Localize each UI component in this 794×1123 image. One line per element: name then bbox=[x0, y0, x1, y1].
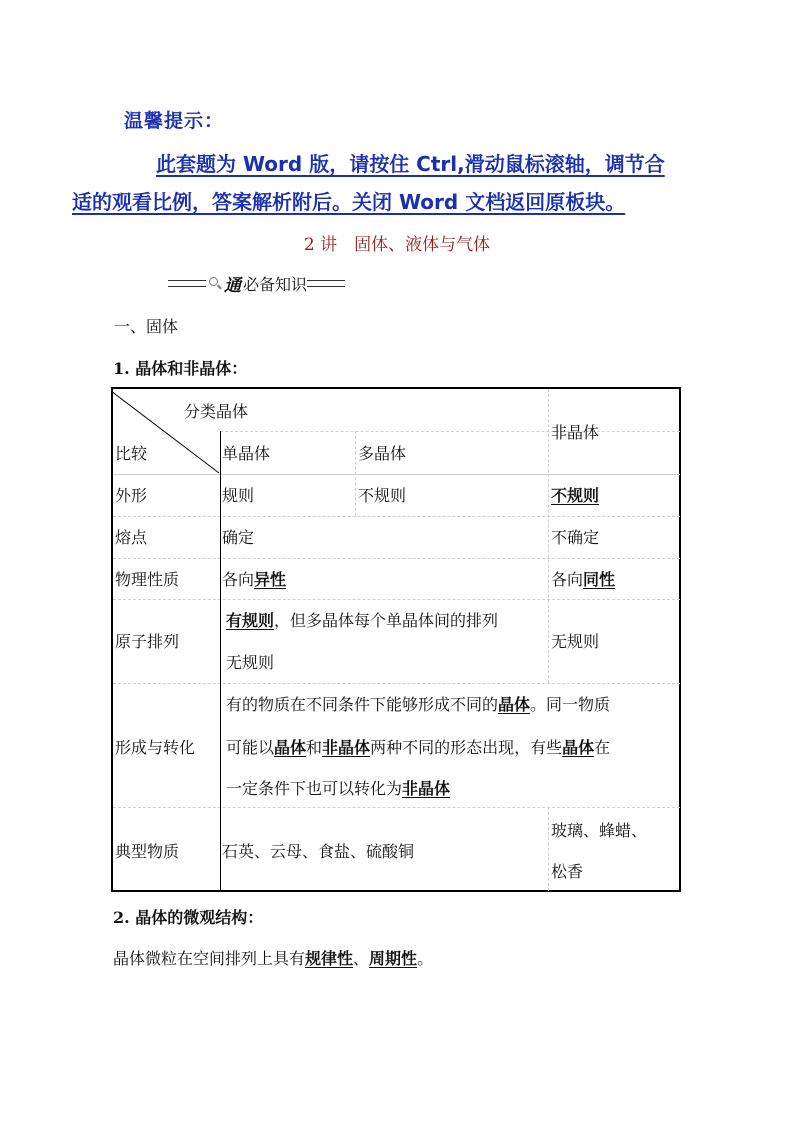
section-seal: 通 bbox=[224, 275, 241, 296]
physical-crystal-key: 异性 bbox=[254, 570, 287, 589]
cell-shape-single: 规则 bbox=[222, 486, 255, 505]
chapter-title: 2 讲 固体、液体与气体 bbox=[303, 235, 491, 255]
formation-line-2 bbox=[226, 737, 610, 758]
row-label-shape: 外形 bbox=[115, 486, 148, 505]
para-key-2: 周期性 bbox=[369, 949, 418, 968]
corner-top-label: 分类晶体 bbox=[184, 402, 249, 421]
col-amorphous: 非晶体 bbox=[551, 423, 600, 442]
atoms-key: 有规则 bbox=[226, 611, 275, 630]
notice-body bbox=[72, 145, 692, 221]
grid-line bbox=[548, 389, 549, 683]
formation-text: 在 bbox=[594, 738, 611, 757]
grid-line bbox=[220, 431, 221, 891]
grid-line bbox=[355, 431, 356, 516]
formation-text: 一定条件下也可以转化为 bbox=[226, 779, 403, 798]
heading-microstructure: 2. 晶体的微观结构： bbox=[113, 908, 264, 927]
row-label-melting: 熔点 bbox=[115, 528, 148, 547]
para-prefix: 晶体微粒在空间排列上具有 bbox=[113, 949, 306, 968]
formation-key: 晶体 bbox=[562, 738, 595, 757]
cell-physical-crystal bbox=[222, 569, 286, 590]
row-label-physical: 物理性质 bbox=[115, 570, 180, 589]
notice-line-2: 适的观看比例，答案解析附后。关闭 Word 文档返回原板块。 bbox=[72, 190, 626, 214]
corner-bottom-label: 比较 bbox=[115, 444, 148, 463]
formation-key: 非晶体 bbox=[402, 779, 451, 798]
heading-solid: 一、固体 bbox=[114, 317, 179, 336]
section-banner bbox=[168, 270, 345, 296]
formation-key: 晶体 bbox=[498, 695, 531, 714]
formation-key: 晶体 bbox=[274, 738, 307, 757]
magnifier-icon bbox=[208, 276, 222, 290]
cell-typical-crystal: 石英、云母、食盐、硫酸铜 bbox=[222, 842, 415, 861]
physical-crystal-prefix: 各向 bbox=[222, 570, 255, 589]
grid-line bbox=[220, 431, 680, 432]
cell-physical-amorphous bbox=[551, 569, 615, 590]
heading-crystal: 1. 晶体和非晶体： bbox=[113, 359, 248, 378]
cell-shape-poly: 不规则 bbox=[358, 486, 407, 505]
row-label-typical: 典型物质 bbox=[115, 842, 180, 861]
formation-text: 有的物质在不同条件下能够形成不同的 bbox=[226, 695, 499, 714]
para-end: 。 bbox=[417, 949, 434, 968]
formation-key: 非晶体 bbox=[322, 738, 371, 757]
para-sep: 、 bbox=[353, 949, 370, 968]
physical-amorphous-prefix: 各向 bbox=[551, 570, 584, 589]
physical-amorphous-key: 同性 bbox=[583, 570, 616, 589]
atoms-rest-2: 无规则 bbox=[226, 653, 275, 672]
col-poly-crystal: 多晶体 bbox=[358, 444, 407, 463]
cell-typical-amorphous-2: 松香 bbox=[551, 862, 584, 881]
atoms-rest-1: ，但多晶体每个单晶体间的排列 bbox=[274, 611, 499, 630]
grid-line bbox=[113, 807, 680, 808]
grid-line bbox=[113, 558, 680, 559]
grid-line bbox=[113, 599, 680, 600]
cell-melting-amorphous: 不确定 bbox=[551, 528, 600, 547]
cell-typical-amorphous-1: 玻璃、蜂蜡、 bbox=[551, 821, 648, 840]
cell-atoms-crystal bbox=[226, 611, 544, 631]
formation-line-1 bbox=[226, 694, 610, 715]
row-label-atoms: 原子排列 bbox=[115, 632, 180, 651]
formation-text: 和 bbox=[306, 738, 323, 757]
double-rule-left bbox=[168, 280, 206, 287]
notice-line-1: 此套题为 Word 版，请按住 Ctrl,滑动鼠标滚轴，调节合 bbox=[156, 152, 665, 176]
grid-line bbox=[548, 807, 549, 891]
formation-text: 。同一物质 bbox=[530, 695, 611, 714]
grid-line bbox=[113, 516, 680, 517]
col-single-crystal: 单晶体 bbox=[222, 444, 271, 463]
row-label-formation: 形成与转化 bbox=[115, 738, 196, 757]
cell-melting-crystal: 确定 bbox=[222, 528, 255, 547]
formation-line-3 bbox=[226, 778, 450, 799]
formation-text: 两种不同的形态出现，有些 bbox=[370, 738, 563, 757]
cell-shape-amorphous: 不规则 bbox=[551, 486, 600, 505]
double-rule-right bbox=[307, 280, 345, 287]
section-label: 必备知识 bbox=[243, 274, 308, 294]
cell-atoms-amorphous: 无规则 bbox=[551, 632, 600, 651]
notice-title: 温馨提示： bbox=[124, 110, 225, 132]
para-key-1: 规律性 bbox=[305, 949, 354, 968]
formation-text: 可能以 bbox=[226, 738, 275, 757]
grid-line bbox=[113, 683, 680, 684]
paragraph-microstructure bbox=[113, 946, 433, 969]
grid-line bbox=[113, 474, 680, 475]
